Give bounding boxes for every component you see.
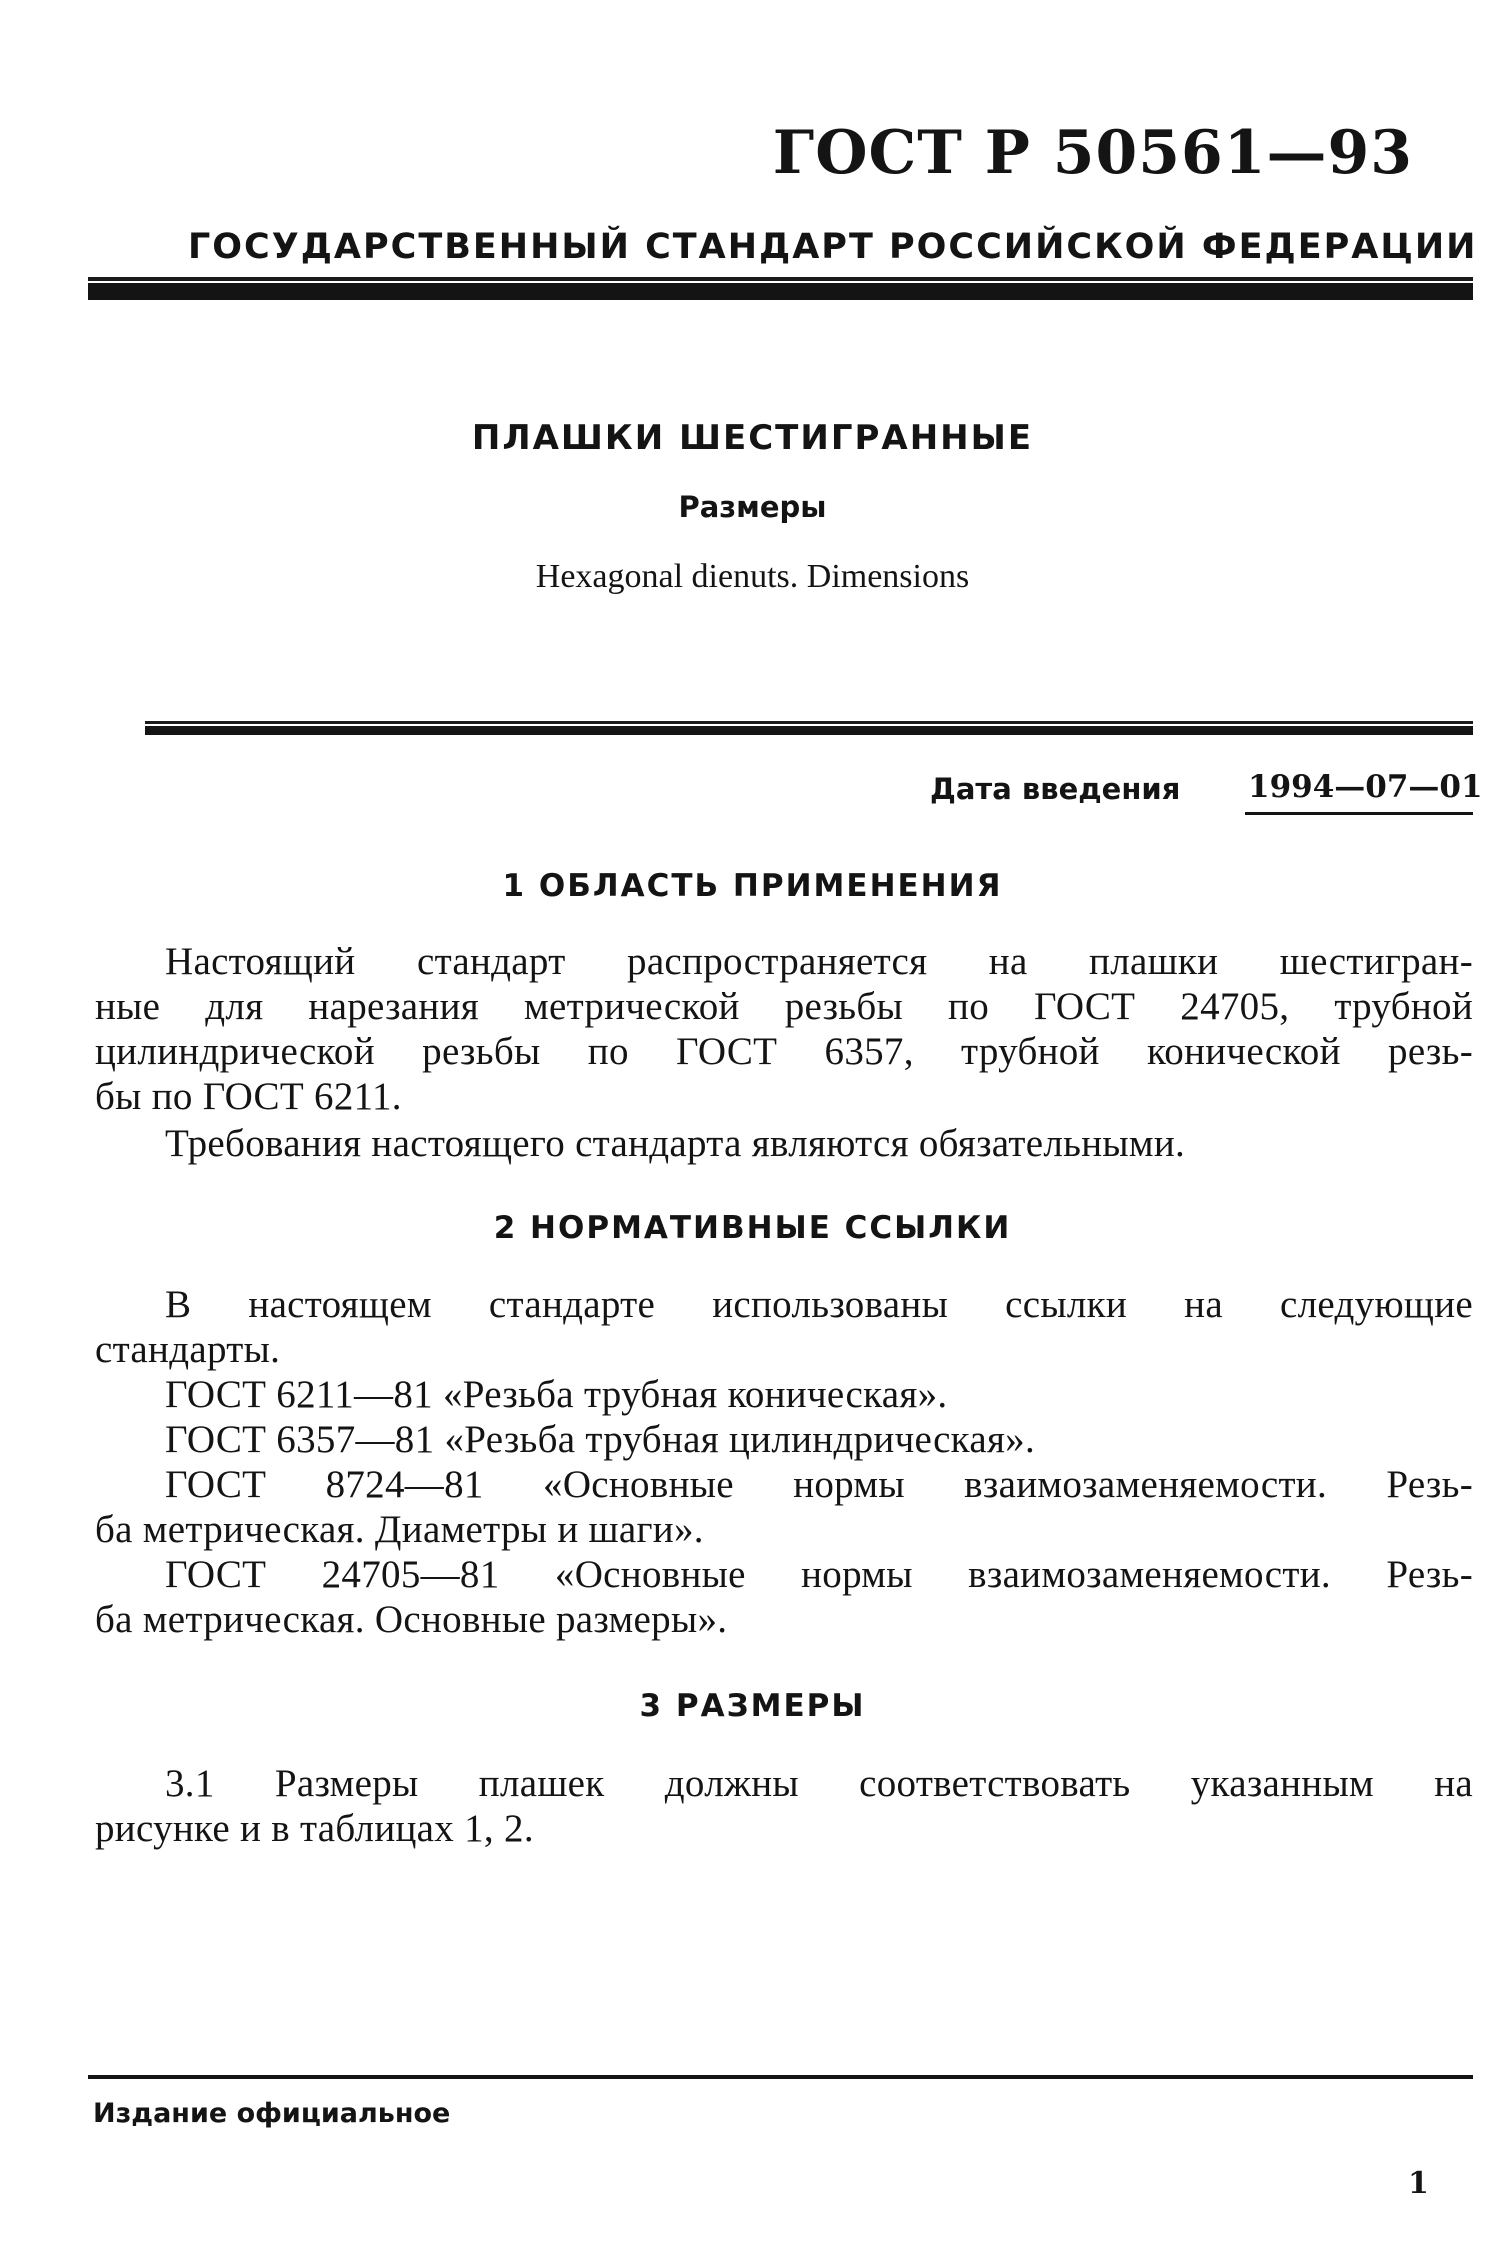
section-heading-normative-references: 2 НОРМАТИВНЫЕ ССЫЛКИ: [493, 1210, 1012, 1246]
footer-rule: [88, 2075, 1473, 2079]
official-edition-label: Издание официальное: [93, 2098, 451, 2129]
introduction-date-label: Дата введения: [930, 772, 1181, 806]
section3-line: 3.1 Размеры плашек должны соответствовать указанным на: [165, 1762, 1473, 1805]
section1-line: Настоящий стандарт распространяется на плашки шестигран-: [165, 940, 1473, 983]
section1-line: Требования настоящего стандарта являются обязательными.: [165, 1122, 1186, 1165]
state-standard-heading: ГОСУДАРСТВЕННЫЙ СТАНДАРТ РОССИЙСКОЙ ФЕДЕРАЦИИ: [188, 227, 1478, 267]
section3-line: рисунке и в таблицах 1, 2.: [95, 1807, 534, 1850]
section-heading-scope: 1 ОБЛАСТЬ ПРИМЕНЕНИЯ: [502, 868, 1003, 904]
section2-line: ГОСТ 8724—81 «Основные нормы взаимозаменяемости. Резь-: [165, 1463, 1473, 1506]
document-title: ПЛАШКИ ШЕСТИГРАННЫЕ: [471, 418, 1034, 458]
section2-line: ба метрическая. Основные размеры».: [95, 1598, 728, 1641]
section2-line: стандарты.: [95, 1328, 281, 1371]
header-rule-thick: [88, 283, 1473, 300]
section1-line: бы по ГОСТ 6211.: [95, 1075, 402, 1118]
document-subtitle: Размеры: [678, 490, 827, 524]
section2-line: ГОСТ 24705—81 «Основные нормы взаимозаменяемости. Резь-: [165, 1553, 1473, 1596]
document-title-english: Hexagonal dienuts. Dimensions: [535, 558, 970, 595]
introduction-date-value: 1994—07—01: [1248, 769, 1483, 805]
divider-rule-thick: [145, 726, 1473, 735]
page-number: 1: [1408, 2166, 1429, 2201]
section2-line: ба метрическая. Диаметры и шаги».: [95, 1508, 704, 1551]
section1-line: цилиндрической резьбы по ГОСТ 6357, трубной конической резь-: [95, 1030, 1473, 1073]
introduction-date-underline: [1245, 812, 1473, 815]
document-code: ГОСТ Р 50561—93: [772, 118, 1413, 188]
header-rule-thin: [88, 277, 1473, 281]
section2-line: ГОСТ 6211—81 «Резьба трубная коническая».: [165, 1373, 948, 1416]
section2-line: ГОСТ 6357—81 «Резьба трубная цилиндрическая».: [165, 1418, 1036, 1461]
section1-line: ные для нарезания метрической резьбы по ГОСТ 24705, трубной: [95, 985, 1473, 1028]
section-heading-dimensions: 3 РАЗМЕРЫ: [639, 1688, 866, 1724]
section2-line: В настоящем стандарте использованы ссылки на следующие: [165, 1283, 1473, 1326]
divider-rule-thin: [145, 721, 1473, 724]
